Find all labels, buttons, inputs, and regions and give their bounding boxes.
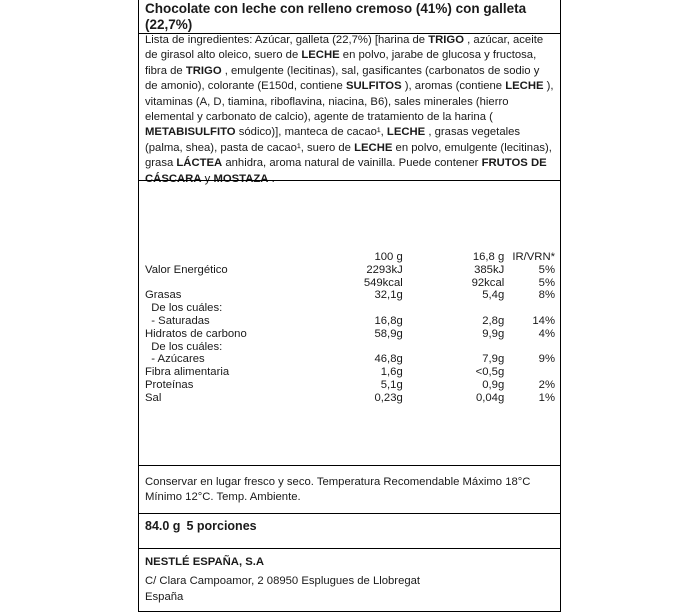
allergen: MOSTAZA [213,172,269,185]
nutrition-cell [504,366,555,379]
nutrition-header-row [145,251,555,264]
divider [139,548,560,549]
nutrition-row [145,328,555,341]
allergen: METABISULFITO [145,126,236,139]
net-weight-line [145,518,555,534]
nutrition-cell: 100 g [374,251,403,263]
address-line: C/ Clara Campoamor, 2 08950 Esplugues de Llobregat [145,575,421,587]
nutrition-cell: 5% [538,276,555,289]
nutrition-cell: De los cuáles: [145,340,223,353]
ingredient-text: en polvo, jarabe de glucosa y fructosa, fibra de [145,49,537,77]
nutrition-cell: 58,9g [374,327,403,340]
product-label [138,0,561,612]
ingredient-text: sódico)], manteca de cacao¹, [235,126,387,139]
nutrition-cell: 2293kJ [366,263,403,276]
nutrition-cell: 9% [538,353,555,366]
product-title: Chocolate con leche con relleno cremoso (41%) con galleta (22,7%) [145,1,527,32]
nutrition-row [145,289,555,302]
nutrition-cell: Grasas [145,289,182,302]
nutrition-row [145,302,555,315]
nutrition-cell: Sal [145,391,162,404]
ingredient-text: ), aromas (contiene [401,80,506,93]
divider [139,465,560,466]
nutrition-cell: - Azúcares [145,353,205,366]
nutrition-cell: 5,1g [380,378,403,391]
nutrition-cell [145,277,287,290]
nutrition-cell: 0,23g [374,391,403,404]
nutrition-cell: 0,04g [475,391,505,404]
nutrition-row [145,264,555,277]
nutrition-cell: 2,8g [482,314,505,327]
nutrition-cell: 7,9g [482,353,505,366]
nutrition-cell: 2% [538,378,555,391]
allergen: LECHE [386,126,426,139]
nutrition-cell: Hidratos de carbono [145,327,247,340]
nutrition-cell: 14% [532,314,555,327]
nutrition-cell: IR/VRN* [512,251,555,263]
nutrition-cell [403,341,504,354]
nutrition-cell: 9,9g [482,327,505,340]
ingredient-text: . [268,172,275,185]
ingredient-text: anhidra, aroma natural de vainilla. Puede contener [222,157,482,170]
allergen: LÁCTEA [176,157,223,170]
nutrition-cell: 8% [538,289,555,302]
allergen: TRIGO [185,64,222,77]
nutrition-cell [287,341,403,354]
nutrition-cell [504,302,555,315]
allergen: LECHE [301,49,340,62]
ingredients-list [145,33,555,187]
company-address [145,573,555,605]
nutrition-cell: <0,5g [475,366,505,379]
nutrition-table [145,251,555,405]
nutrition-cell: 549kcal [363,276,403,289]
divider [139,513,560,514]
portions: 5 porciones [186,519,257,533]
nutrition-cell: 32,1g [374,289,403,302]
allergen: TRIGO [428,34,465,46]
allergen: FRUTOS DE CÁSCARA [145,157,547,185]
ingredient-text: Lista de ingredientes: Azúcar, galleta (22,7%) [harina de [145,34,429,46]
ingredient-text: , azúcar, aceite de girasol alto oleico, suero de [145,34,544,62]
nutrition-cell: 16,8 g [472,251,505,263]
storage-instructions: Conservar en lugar fresco y seco. Temperatura Recomendable Máximo 18°C Mínimo 12°C. Temp. Ambiente. [145,476,531,504]
nutrition-cell [287,302,403,315]
nutrition-row [145,277,555,290]
nutrition-cell: 92kcal [471,276,505,289]
nutrition-row [145,392,555,405]
nutrition-cell: 385kJ [474,263,505,276]
nutrition-row [145,341,555,354]
nutrition-cell: 5,4g [482,289,505,302]
divider [139,180,560,181]
nutrition-cell: - Saturadas [145,314,210,327]
nutrition-row [145,366,555,379]
allergen: LECHE [505,80,544,93]
ingredient-text: en polvo, emulgente (lecitinas), grasa [145,141,552,170]
nutrition-row [145,315,555,328]
nutrition-cell: 1% [538,391,555,404]
net-weight: 84.0 g [145,519,181,533]
nutrition-cell [504,341,555,354]
nutrition-cell: 16,8g [374,314,403,327]
nutrition-cell: Proteínas [145,378,194,391]
nutrition-cell: Fibra alimentaria [145,366,230,379]
ingredient-text: , grasas vegetales (palma, shea), pasta de cacao¹, suero de [145,126,521,154]
nutrition-cell: 1,6g [380,366,403,379]
nutrition-row [145,379,555,392]
nutrition-cell [403,302,504,315]
allergen: LECHE [354,141,393,154]
nutrition-row [145,353,555,366]
nutrition-cell: 0,9g [482,378,505,391]
nutrition-cell: 4% [538,327,555,340]
nutrition-cell [145,251,287,264]
allergen: SULFITOS [345,80,402,93]
nutrition-cell: 5% [538,263,555,276]
nutrition-cell: De los cuáles: [145,302,223,315]
ingredient-text: y [201,172,214,185]
ingredient-text: , emulgente (lecitinas), sal, gasificantes (carbonatos de sodio y de amonio), colorante (E150d, contiene [145,64,540,93]
address-line: España [145,591,184,603]
ingredient-text: ), vitaminas (A, D, tiamina, riboflavina, niacina, B6), sales minerales (hierro elemental y carbonato de calcio), agente de tratamiento de la harina ( [145,80,554,124]
nutrition-cell: Valor Energético [145,263,228,276]
company-name: NESTLÉ ESPAÑA, S.A [145,556,265,568]
nutrition-cell: 46,8g [374,353,403,366]
